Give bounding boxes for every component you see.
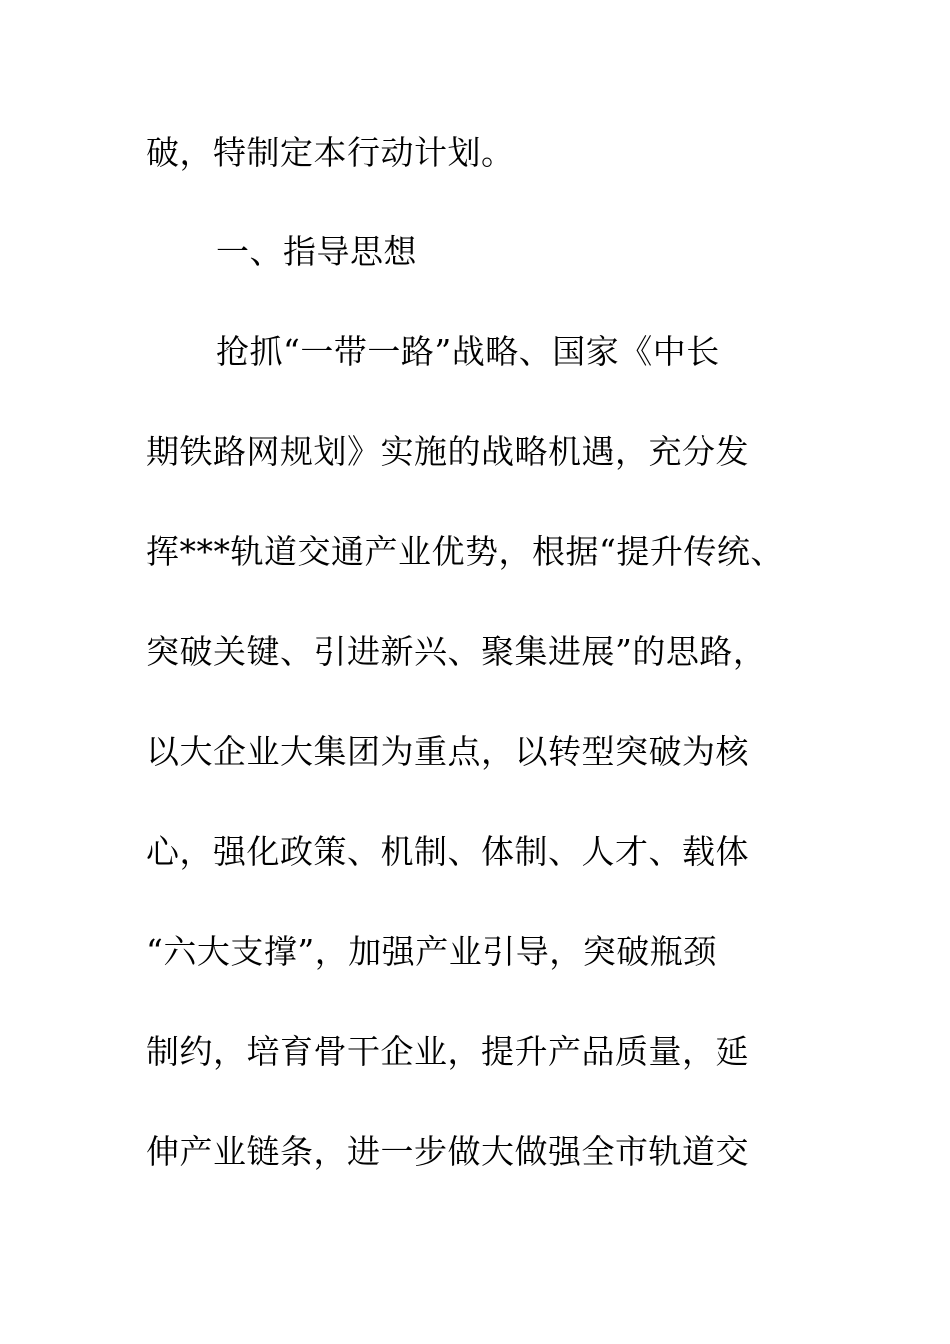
- paragraph-line: 制约，培育骨干企业，提升产品质量，延: [146, 1032, 749, 1071]
- paragraph-line: “六大支撑”，加强产业引导，突破瓶颈: [146, 932, 717, 971]
- paragraph-line: 伸产业链条，进一步做大做强全市轨道交: [146, 1132, 749, 1171]
- paragraph-line: 期铁路网规划》实施的战略机遇，充分发: [146, 432, 749, 471]
- paragraph-line: 以大企业大集团为重点，以转型突破为核: [146, 732, 749, 771]
- paragraph-line: 挥***轨道交通产业优势，根据“提升传统、: [146, 532, 784, 571]
- paragraph-line: 突破关键、引进新兴、聚集进展”的思路，: [146, 632, 767, 671]
- section-heading: 一、指导思想: [216, 232, 417, 271]
- paragraph-line: 抢抓“一带一路”战略、国家《中长: [216, 332, 720, 371]
- paragraph-line: 心，强化政策、机制、体制、人才、载体: [146, 832, 749, 871]
- paragraph-continuation-line: 破，特制定本行动计划。: [146, 133, 515, 172]
